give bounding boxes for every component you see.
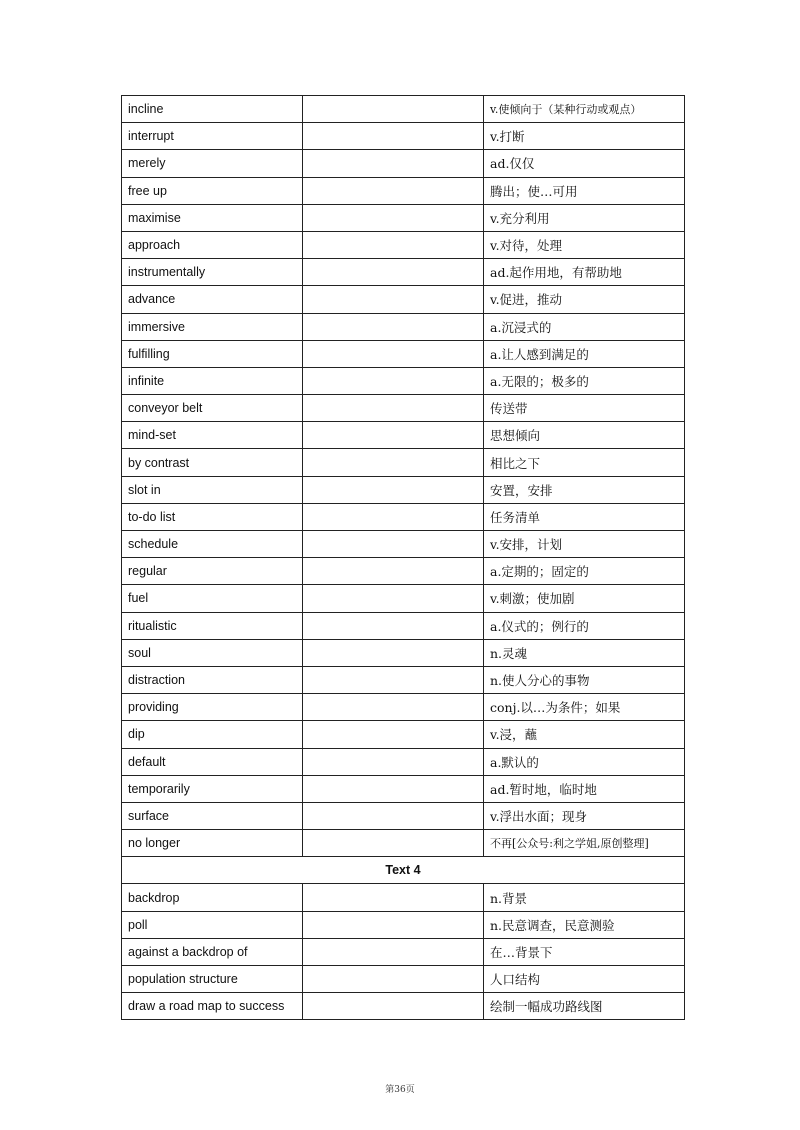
table-row bbox=[122, 340, 685, 367]
chinese-definition: 传送带 bbox=[484, 395, 685, 422]
blank-cell bbox=[303, 123, 484, 150]
chinese-definition: 人口结构 bbox=[484, 966, 685, 993]
table-row bbox=[122, 639, 685, 666]
chinese-definition: v.促进，推动 bbox=[484, 286, 685, 313]
chinese-definition: v.浸，蘸 bbox=[484, 721, 685, 748]
blank-cell bbox=[303, 395, 484, 422]
table-row bbox=[122, 449, 685, 476]
blank-cell bbox=[303, 775, 484, 802]
chinese-definition: n.灵魂 bbox=[484, 639, 685, 666]
blank-cell bbox=[303, 150, 484, 177]
vocabulary-table-body-text4 bbox=[122, 884, 685, 1020]
blank-cell bbox=[303, 666, 484, 693]
english-term: maximise bbox=[122, 204, 303, 231]
table-row bbox=[122, 286, 685, 313]
chinese-definition: v.打断 bbox=[484, 123, 685, 150]
chinese-definition: v.对待，处理 bbox=[484, 231, 685, 258]
english-term: by contrast bbox=[122, 449, 303, 476]
english-term: fulfilling bbox=[122, 340, 303, 367]
table-row bbox=[122, 177, 685, 204]
english-term: fuel bbox=[122, 585, 303, 612]
section-header-body bbox=[122, 857, 685, 884]
english-term: free up bbox=[122, 177, 303, 204]
english-term: soul bbox=[122, 639, 303, 666]
blank-cell bbox=[303, 639, 484, 666]
chinese-definition: a.定期的；固定的 bbox=[484, 558, 685, 585]
english-term: merely bbox=[122, 150, 303, 177]
chinese-definition: v.使倾向于（某种行动或观点） bbox=[484, 96, 685, 123]
blank-cell bbox=[303, 367, 484, 394]
table-row bbox=[122, 422, 685, 449]
chinese-definition: 相比之下 bbox=[484, 449, 685, 476]
table-row bbox=[122, 775, 685, 802]
table-row bbox=[122, 503, 685, 530]
english-term: ritualistic bbox=[122, 612, 303, 639]
chinese-definition: v.安排，计划 bbox=[484, 531, 685, 558]
table-row bbox=[122, 395, 685, 422]
english-term: approach bbox=[122, 231, 303, 258]
blank-cell bbox=[303, 558, 484, 585]
table-row bbox=[122, 884, 685, 911]
english-term: schedule bbox=[122, 531, 303, 558]
blank-cell bbox=[303, 531, 484, 558]
blank-cell bbox=[303, 938, 484, 965]
chinese-definition: 腾出；使…可用 bbox=[484, 177, 685, 204]
chinese-definition: 思想倾向 bbox=[484, 422, 685, 449]
blank-cell bbox=[303, 259, 484, 286]
table-row bbox=[122, 721, 685, 748]
table-row bbox=[122, 802, 685, 829]
chinese-definition: a.让人感到满足的 bbox=[484, 340, 685, 367]
vocabulary-table bbox=[121, 95, 685, 1020]
chinese-definition: ad.仅仅 bbox=[484, 150, 685, 177]
page-number: 第36页 bbox=[385, 1085, 415, 1095]
english-term: to-do list bbox=[122, 503, 303, 530]
blank-cell bbox=[303, 96, 484, 123]
table-row bbox=[122, 531, 685, 558]
table-row bbox=[122, 123, 685, 150]
chinese-definition: ad.起作用地，有帮助地 bbox=[484, 259, 685, 286]
blank-cell bbox=[303, 612, 484, 639]
english-term: conveyor belt bbox=[122, 395, 303, 422]
english-term: slot in bbox=[122, 476, 303, 503]
blank-cell bbox=[303, 993, 484, 1020]
english-term: poll bbox=[122, 911, 303, 938]
english-term: immersive bbox=[122, 313, 303, 340]
english-term: temporarily bbox=[122, 775, 303, 802]
blank-cell bbox=[303, 422, 484, 449]
table-row bbox=[122, 313, 685, 340]
blank-cell bbox=[303, 830, 484, 857]
table-row bbox=[122, 231, 685, 258]
table-row bbox=[122, 911, 685, 938]
table-row bbox=[122, 585, 685, 612]
chinese-definition: 安置，安排 bbox=[484, 476, 685, 503]
table-row bbox=[122, 204, 685, 231]
english-term: infinite bbox=[122, 367, 303, 394]
chinese-definition: v.刺激；使加剧 bbox=[484, 585, 685, 612]
chinese-definition: n.使人分心的事物 bbox=[484, 666, 685, 693]
blank-cell bbox=[303, 231, 484, 258]
blank-cell bbox=[303, 748, 484, 775]
english-term: backdrop bbox=[122, 884, 303, 911]
english-term: advance bbox=[122, 286, 303, 313]
english-term: surface bbox=[122, 802, 303, 829]
table-row bbox=[122, 748, 685, 775]
english-term: dip bbox=[122, 721, 303, 748]
blank-cell bbox=[303, 911, 484, 938]
blank-cell bbox=[303, 177, 484, 204]
english-term: draw a road map to success bbox=[122, 993, 303, 1020]
blank-cell bbox=[303, 204, 484, 231]
chinese-definition: 绘制一幅成功路线图 bbox=[484, 993, 685, 1020]
english-term: distraction bbox=[122, 666, 303, 693]
blank-cell bbox=[303, 966, 484, 993]
table-row bbox=[122, 830, 685, 857]
blank-cell bbox=[303, 585, 484, 612]
chinese-definition: ad.暂时地，临时地 bbox=[484, 775, 685, 802]
chinese-definition: a.沉浸式的 bbox=[484, 313, 685, 340]
chinese-definition: n.民意调查，民意测验 bbox=[484, 911, 685, 938]
table-row bbox=[122, 476, 685, 503]
chinese-definition: v.浮出水面；现身 bbox=[484, 802, 685, 829]
table-row bbox=[122, 966, 685, 993]
section-header-row bbox=[122, 857, 685, 884]
table-row bbox=[122, 612, 685, 639]
english-term: interrupt bbox=[122, 123, 303, 150]
table-row bbox=[122, 367, 685, 394]
blank-cell bbox=[303, 694, 484, 721]
english-term: instrumentally bbox=[122, 259, 303, 286]
english-term: population structure bbox=[122, 966, 303, 993]
english-term: mind-set bbox=[122, 422, 303, 449]
table-row bbox=[122, 993, 685, 1020]
blank-cell bbox=[303, 476, 484, 503]
blank-cell bbox=[303, 884, 484, 911]
blank-cell bbox=[303, 503, 484, 530]
english-term: against a backdrop of bbox=[122, 938, 303, 965]
table-row bbox=[122, 694, 685, 721]
chinese-definition: 在…背景下 bbox=[484, 938, 685, 965]
blank-cell bbox=[303, 802, 484, 829]
blank-cell bbox=[303, 721, 484, 748]
table-row bbox=[122, 558, 685, 585]
vocabulary-table-body bbox=[122, 96, 685, 857]
table-row bbox=[122, 938, 685, 965]
english-term: no longer bbox=[122, 830, 303, 857]
english-term: default bbox=[122, 748, 303, 775]
chinese-definition: n.背景 bbox=[484, 884, 685, 911]
blank-cell bbox=[303, 449, 484, 476]
chinese-definition: 不再[公众号:利之学姐,原创整理] bbox=[484, 830, 685, 857]
chinese-definition: a.仪式的；例行的 bbox=[484, 612, 685, 639]
chinese-definition: a.默认的 bbox=[484, 748, 685, 775]
chinese-definition: a.无限的；极多的 bbox=[484, 367, 685, 394]
chinese-definition: conj.以…为条件；如果 bbox=[484, 694, 685, 721]
table-row bbox=[122, 96, 685, 123]
table-row bbox=[122, 666, 685, 693]
english-term: incline bbox=[122, 96, 303, 123]
chinese-definition: v.充分利用 bbox=[484, 204, 685, 231]
english-term: providing bbox=[122, 694, 303, 721]
section-header: Text 4 bbox=[122, 857, 685, 884]
english-term: regular bbox=[122, 558, 303, 585]
blank-cell bbox=[303, 340, 484, 367]
table-row bbox=[122, 259, 685, 286]
blank-cell bbox=[303, 313, 484, 340]
table-row bbox=[122, 150, 685, 177]
blank-cell bbox=[303, 286, 484, 313]
chinese-definition: 任务清单 bbox=[484, 503, 685, 530]
